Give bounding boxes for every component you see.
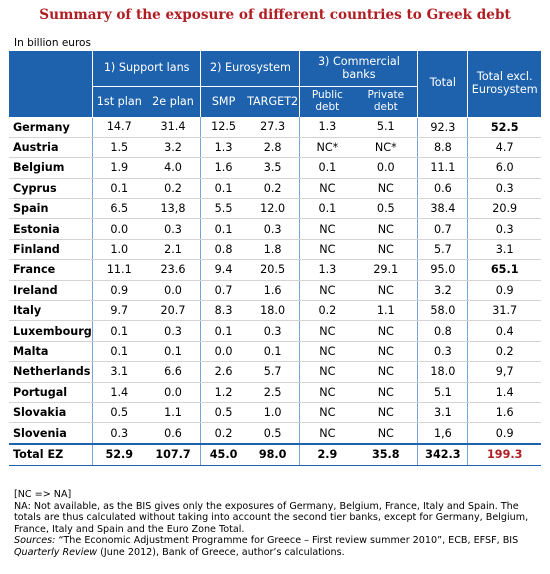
value-cell: 0.5 — [92, 402, 145, 422]
value-cell: 0.3 — [246, 321, 300, 341]
value-cell: 0.1 — [92, 341, 145, 361]
value-cell: 1.9 — [92, 158, 145, 178]
value-cell: 0.2 — [146, 178, 201, 198]
value-cell: 3.1 — [418, 402, 468, 422]
header-total: Total — [418, 51, 468, 117]
header-public-debt: Public debt — [300, 87, 354, 118]
value-cell: 18.0 — [418, 362, 468, 382]
value-cell: 1.8 — [246, 239, 300, 259]
header-commercial-banks: 3) Commercial banks — [300, 51, 418, 87]
value-cell: NC — [300, 321, 354, 341]
table-body — [9, 117, 541, 465]
unit-label: In billion euros — [14, 37, 91, 49]
value-cell: 2.8 — [246, 137, 300, 157]
value-cell: 5.1 — [354, 117, 418, 137]
value-cell: NC — [354, 239, 418, 259]
value-cell: 31.7 — [468, 301, 541, 321]
value-cell: 11.1 — [92, 260, 145, 280]
value-cell: 0.1 — [92, 178, 145, 198]
value-cell: 0.1 — [92, 321, 145, 341]
value-cell: 18.0 — [246, 301, 300, 321]
value-cell: 3.1 — [468, 239, 541, 259]
value-cell: 1.3 — [300, 260, 354, 280]
table-row — [9, 219, 541, 239]
value-cell: 199.3 — [468, 444, 541, 466]
value-cell: 107.7 — [146, 444, 201, 466]
header-eurosystem: 2) Eurosystem — [201, 51, 300, 87]
value-cell: 20.7 — [146, 301, 201, 321]
country-cell: Austria — [9, 137, 92, 157]
value-cell: 1.6 — [201, 158, 246, 178]
table-row — [9, 423, 541, 444]
value-cell: 8.3 — [201, 301, 246, 321]
sources-text: “The Economic Adjustment Programme for Greece – First review summer 2010”, ECB, EFSF, BIS — [55, 535, 519, 546]
header-smp: SMP — [201, 87, 246, 118]
value-cell: 2.5 — [246, 382, 300, 402]
value-cell: 4.0 — [146, 158, 201, 178]
value-cell: NC — [300, 219, 354, 239]
value-cell: 1,6 — [418, 423, 468, 444]
value-cell: 38.4 — [418, 199, 468, 219]
value-cell: 0.4 — [468, 321, 541, 341]
country-cell: Finland — [9, 239, 92, 259]
country-cell: Italy — [9, 301, 92, 321]
header-total-excl-eurosystem: Total excl. Eurosystem — [468, 51, 541, 117]
value-cell: 5.7 — [418, 239, 468, 259]
table-row — [9, 301, 541, 321]
value-cell: 35.8 — [354, 444, 418, 466]
value-cell: 0.1 — [201, 219, 246, 239]
value-cell: 0.5 — [201, 402, 246, 422]
value-cell: 0.2 — [246, 178, 300, 198]
value-cell: 29.1 — [354, 260, 418, 280]
value-cell: NC — [354, 402, 418, 422]
value-cell: 2.1 — [146, 239, 201, 259]
value-cell: 58.0 — [418, 301, 468, 321]
total-row — [9, 444, 541, 466]
table-row — [9, 137, 541, 157]
value-cell: NC — [354, 321, 418, 341]
value-cell: 5.1 — [418, 382, 468, 402]
country-cell: Portugal — [9, 382, 92, 402]
value-cell: 0.1 — [201, 178, 246, 198]
value-cell: 1.6 — [468, 402, 541, 422]
table-row — [9, 178, 541, 198]
value-cell: 3.1 — [92, 362, 145, 382]
value-cell: 0.9 — [468, 280, 541, 300]
value-cell: 1.3 — [300, 117, 354, 137]
value-cell: NC — [354, 280, 418, 300]
value-cell: 0.8 — [418, 321, 468, 341]
value-cell: 0.2 — [201, 423, 246, 444]
value-cell: 0.5 — [354, 199, 418, 219]
country-cell: Slovakia — [9, 402, 92, 422]
value-cell: 13,8 — [146, 199, 201, 219]
value-cell: 27.3 — [246, 117, 300, 137]
value-cell: 6.0 — [468, 158, 541, 178]
value-cell: 3.5 — [246, 158, 300, 178]
value-cell: 0.1 — [246, 341, 300, 361]
table-row — [9, 260, 541, 280]
table-row — [9, 158, 541, 178]
table-row — [9, 402, 541, 422]
value-cell: 2.9 — [300, 444, 354, 466]
value-cell: NC — [300, 423, 354, 444]
country-cell: Total EZ — [9, 444, 92, 466]
value-cell: NC — [300, 341, 354, 361]
value-cell: 0.0 — [146, 280, 201, 300]
exposure-table — [9, 51, 541, 466]
value-cell: 0.3 — [92, 423, 145, 444]
value-cell: 0.9 — [468, 423, 541, 444]
value-cell: 0.0 — [146, 382, 201, 402]
value-cell: 12.5 — [201, 117, 246, 137]
value-cell: NC — [300, 382, 354, 402]
value-cell: NC — [300, 239, 354, 259]
value-cell: 14.7 — [92, 117, 145, 137]
value-cell: 6.5 — [92, 199, 145, 219]
value-cell: 0.3 — [468, 178, 541, 198]
value-cell: 9.7 — [92, 301, 145, 321]
value-cell: 9,7 — [468, 362, 541, 382]
value-cell: 92.3 — [418, 117, 468, 137]
value-cell: 0.2 — [468, 341, 541, 361]
value-cell: 0.1 — [146, 341, 201, 361]
value-cell: 5.7 — [246, 362, 300, 382]
header-2e-plan: 2e plan — [146, 87, 201, 118]
country-cell: Cyprus — [9, 178, 92, 198]
value-cell: 65.1 — [468, 260, 541, 280]
value-cell: NC — [300, 402, 354, 422]
value-cell: 11.1 — [418, 158, 468, 178]
sources-label: Sources: — [14, 535, 56, 546]
value-cell: 1.0 — [92, 239, 145, 259]
value-cell: 12.0 — [246, 199, 300, 219]
value-cell: 342.3 — [418, 444, 468, 466]
value-cell: 5.5 — [201, 199, 246, 219]
table-row — [9, 199, 541, 219]
value-cell: NC — [354, 423, 418, 444]
value-cell: 0.3 — [246, 219, 300, 239]
table-row — [9, 321, 541, 341]
value-cell: 95.0 — [418, 260, 468, 280]
value-cell: 1.4 — [468, 382, 541, 402]
table-row — [9, 239, 541, 259]
value-cell: 0.6 — [418, 178, 468, 198]
value-cell: NC* — [354, 137, 418, 157]
table-row — [9, 341, 541, 361]
country-cell: France — [9, 260, 92, 280]
value-cell: 6.6 — [146, 362, 201, 382]
value-cell: 9.4 — [201, 260, 246, 280]
value-cell: 45.0 — [201, 444, 246, 466]
country-cell: Luxembourg — [9, 321, 92, 341]
value-cell: 1.1 — [354, 301, 418, 321]
country-cell: Malta — [9, 341, 92, 361]
value-cell: NC — [300, 178, 354, 198]
value-cell: NC — [354, 362, 418, 382]
header-private-debt: Private debt — [354, 87, 418, 118]
table-title: Summary of the exposure of different countries to Greek debt — [39, 7, 511, 23]
footnote-nc: [NC => NA] — [14, 489, 72, 500]
value-cell: 0.0 — [92, 219, 145, 239]
value-cell: 0.0 — [354, 158, 418, 178]
header-target2: TARGET2 — [246, 87, 300, 118]
value-cell: 1.2 — [201, 382, 246, 402]
header-country — [9, 51, 92, 117]
value-cell: 23.6 — [146, 260, 201, 280]
footnote-sources — [14, 535, 540, 558]
country-cell: Spain — [9, 199, 92, 219]
value-cell: 0.3 — [146, 321, 201, 341]
sources-italic: Quarterly Review — [14, 546, 98, 558]
country-cell: Netherlands — [9, 362, 92, 382]
value-cell: NC — [300, 280, 354, 300]
header-1st-plan: 1st plan — [92, 87, 145, 118]
value-cell: 3.2 — [418, 280, 468, 300]
value-cell: 1.3 — [201, 137, 246, 157]
value-cell: NC — [354, 341, 418, 361]
value-cell: 8.8 — [418, 137, 468, 157]
value-cell: 1.1 — [146, 402, 201, 422]
value-cell: 0.5 — [246, 423, 300, 444]
sources-tail: (June 2012), Bank of Greece, author’s calculations. — [97, 546, 345, 558]
value-cell: 0.3 — [418, 341, 468, 361]
value-cell: 20.5 — [246, 260, 300, 280]
value-cell: NC — [354, 382, 418, 402]
value-cell: 98.0 — [246, 444, 300, 466]
value-cell: 0.7 — [201, 280, 246, 300]
value-cell: 0.7 — [418, 219, 468, 239]
value-cell: 0.1 — [300, 158, 354, 178]
value-cell: 3.2 — [146, 137, 201, 157]
value-cell: 1.5 — [92, 137, 145, 157]
value-cell: NC — [354, 219, 418, 239]
country-cell: Belgium — [9, 158, 92, 178]
table-row — [9, 280, 541, 300]
country-cell: Estonia — [9, 219, 92, 239]
value-cell: 4.7 — [468, 137, 541, 157]
value-cell: 0.8 — [201, 239, 246, 259]
header-support-loans: 1) Support lans — [92, 51, 200, 87]
country-cell: Ireland — [9, 280, 92, 300]
table-row — [9, 362, 541, 382]
value-cell: 0.3 — [468, 219, 541, 239]
value-cell: NC* — [300, 137, 354, 157]
value-cell: 52.5 — [468, 117, 541, 137]
value-cell: 0.3 — [146, 219, 201, 239]
value-cell: 0.1 — [201, 321, 246, 341]
value-cell: 0.0 — [201, 341, 246, 361]
value-cell: NC — [300, 362, 354, 382]
table-row — [9, 117, 541, 137]
footnotes — [14, 489, 540, 558]
footnote-na: NA: Not available, as the BIS gives only the exposures of Germany, Belgium, France, Italy and Spain. The totals are thus calculated without taking into account the second tier banks, except for Germany, Belgium, France, Italy and Spain and the Euro Zone Total. — [14, 500, 529, 535]
value-cell: 1.0 — [246, 402, 300, 422]
value-cell: 0.6 — [146, 423, 201, 444]
value-cell: 2.6 — [201, 362, 246, 382]
value-cell: 20.9 — [468, 199, 541, 219]
country-cell: Germany — [9, 117, 92, 137]
value-cell: 0.9 — [92, 280, 145, 300]
value-cell: 1.6 — [246, 280, 300, 300]
value-cell: 52.9 — [92, 444, 145, 466]
value-cell: NC — [354, 178, 418, 198]
value-cell: 31.4 — [146, 117, 201, 137]
table-row — [9, 382, 541, 402]
country-cell: Slovenia — [9, 423, 92, 444]
value-cell: 0.1 — [300, 199, 354, 219]
value-cell: 1.4 — [92, 382, 145, 402]
value-cell: 0.2 — [300, 301, 354, 321]
